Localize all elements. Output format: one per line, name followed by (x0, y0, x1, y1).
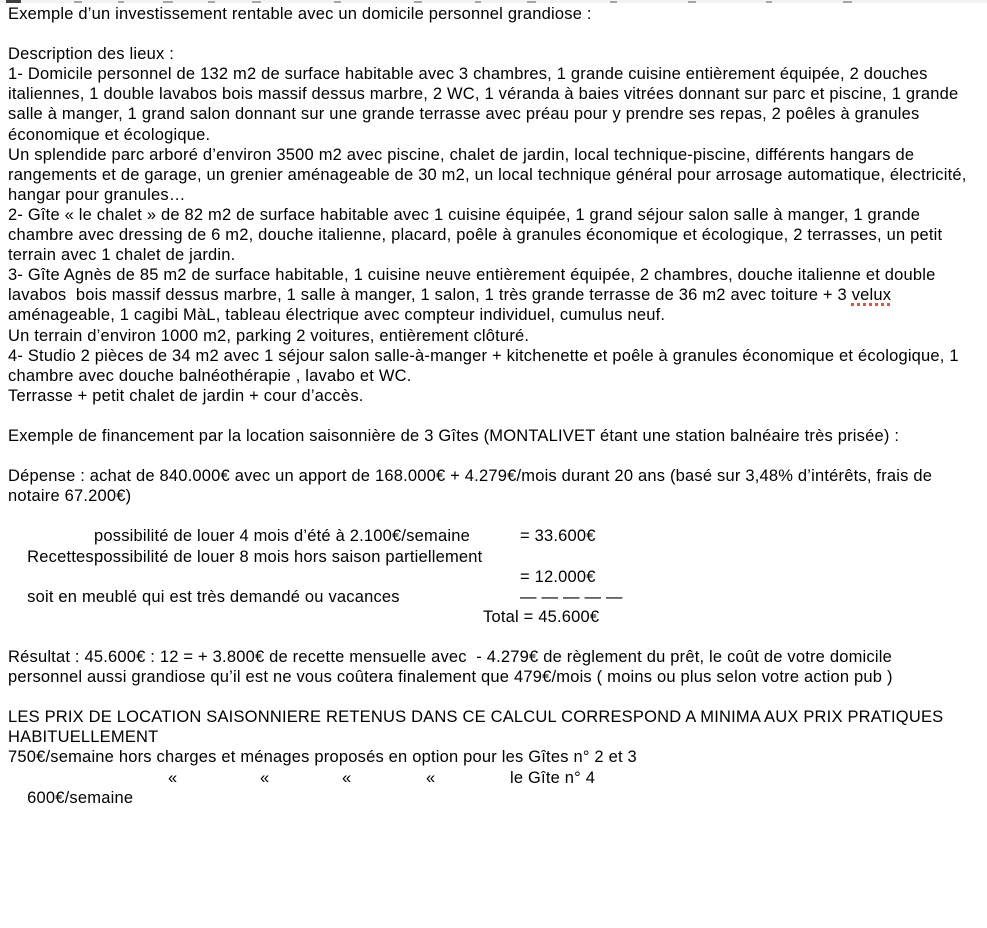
misspelled-word[interactable]: velux (851, 286, 892, 305)
body-line: rangements et de garage, un grenier aménageable de 30 m2, un local technique général pour arrosage automatique, électricité, (8, 165, 967, 184)
body-line: chambre avec dressing de 6 m2, douche italienne, placard, poêle à granules économique et écologique, 2 terrasses, un petit (8, 226, 943, 245)
body-line: italiennes, 1 double lavabos bois massif dessus marbre, 2 WC, 1 véranda à baies vitrées donnant sur parc et piscine, 1 grande (8, 85, 959, 104)
prix-line4-price: 600€/semaine (27, 788, 134, 807)
depense-line: notaire 67.200€) (8, 487, 132, 506)
recettes-value-1: = 33.600€ (520, 527, 596, 546)
prix-ditto-row (8, 768, 977, 807)
body-line: 1- Domicile personnel de 132 m2 de surface habitable avec 3 chambres, 1 grande cuisine entièrement équipée, 2 douches (8, 65, 928, 84)
body-line: aménageable, 1 cagibi MàL, tableau électrique avec compteur individuel, cumulus neuf. (8, 306, 666, 325)
prix-line: HABITUELLEMENT (8, 728, 159, 747)
ditto-mark: « (342, 768, 352, 787)
ditto-mark: « (260, 768, 270, 787)
recettes-total: Total = 45.600€ (483, 607, 600, 626)
body-line-text: lavabos bois massif dessus marbre, 1 salle à manger, 1 salon, 1 très grande terrasse de 36 m2 avec toiture + 3 (8, 286, 852, 305)
blank-line (8, 506, 977, 526)
sum-separator: — — — — — (520, 587, 623, 606)
prix-line: 750€/semaine hors charges et ménages proposés en option pour les Gîtes n° 2 et 3 (8, 748, 637, 767)
ditto-mark: « (168, 768, 178, 787)
intro-line: Exemple d’un investissement rentable avec un domicile personnel grandiose : (8, 5, 592, 23)
recettes-row-3 (8, 567, 977, 606)
recettes-label: Recettes : (27, 547, 104, 566)
body-line: chambre avec douche balnéothérapie , lavabo et WC. (8, 366, 412, 385)
body-line: économique et écologique. (8, 125, 211, 144)
blank-line (8, 446, 977, 466)
body-line-with-misspelling (8, 285, 977, 305)
body-line: Un terrain d’environ 1000 m2, parking 2 voitures, entièrement clôturé. (8, 326, 530, 345)
body-line: Un splendide parc arboré d’environ 3500 m2 avec piscine, chalet de jardin, local technique-piscine, différents hangars de (8, 145, 915, 164)
recettes-item-2: possibilité de louer 8 mois hors saison partiellement (94, 547, 483, 566)
recettes-value-3: = 12.000€ (520, 567, 596, 586)
blank-line (8, 687, 977, 707)
recettes-separator-row (8, 587, 977, 607)
body-line: salle à manger, 1 grand salon donnant sur une grande terrasse avec préau pour y prendre ses repas, 2 poêles à granules (8, 105, 920, 124)
body-line: hangar pour granules… (8, 185, 186, 204)
prix-line4-suffix: le Gîte n° 4 (510, 768, 596, 787)
body-line: 2- Gîte « le chalet » de 82 m2 de surface habitable avec 1 cuisine équipée, 1 grand séjour salon salle à manger, 1 grande (8, 205, 921, 224)
body-line: 3- Gîte Agnès de 85 m2 de surface habitable, 1 cuisine neuve entièrement équipée, 2 chambres, douche italienne et double (8, 266, 936, 285)
depense-line: Dépense : achat de 840.000€ avec un apport de 168.000€ + 4.279€/mois durant 20 ans (basé sur 3,48% d’intérêts, frais de (8, 467, 933, 486)
recettes-item-3: soit en meublé qui est très demandé ou vacances (27, 587, 400, 606)
resultat-line: personnel aussi grandiose qu’il est ne vous coûtera finalement que 479€/mois ( moins ou plus selon votre action pub ) (8, 668, 893, 687)
blank-line (8, 24, 977, 44)
description-heading: Description des lieux : (8, 45, 175, 64)
ditto-mark: « (426, 768, 436, 787)
prix-line: LES PRIX DE LOCATION SAISONNIERE RETENUS DANS CE CALCUL CORRESPOND A MINIMA AUX PRIX PRATIQUES (8, 708, 944, 727)
recettes-item-1: possibilité de louer 4 mois d’été à 2.100€/semaine (94, 527, 470, 546)
financement-heading: Exemple de financement par la location saisonnière de 3 Gîtes (MONTALIVET étant une station balnéaire très prisée) : (8, 426, 900, 445)
body-line: terrain avec 1 chalet de jardin. (8, 246, 236, 265)
body-line: Terrasse + petit chalet de jardin + cour d’accès. (8, 386, 364, 405)
blank-line (8, 627, 977, 647)
body-line: 4- Studio 2 pièces de 34 m2 avec 1 séjour salon salle-à-manger + kitchenette et poêle à granules économique et écologique, 1 (8, 346, 959, 365)
resultat-line: Résultat : 45.600€ : 12 = + 3.800€ de recette mensuelle avec - 4.279€ de règlement du prêt, le coût de votre domicile (8, 648, 892, 666)
document-page[interactable] (8, 4, 977, 807)
recettes-row-2 (8, 547, 977, 567)
recettes-total-row (8, 607, 977, 627)
cropped-text-artifact (0, 0, 987, 3)
blank-line (8, 406, 977, 426)
